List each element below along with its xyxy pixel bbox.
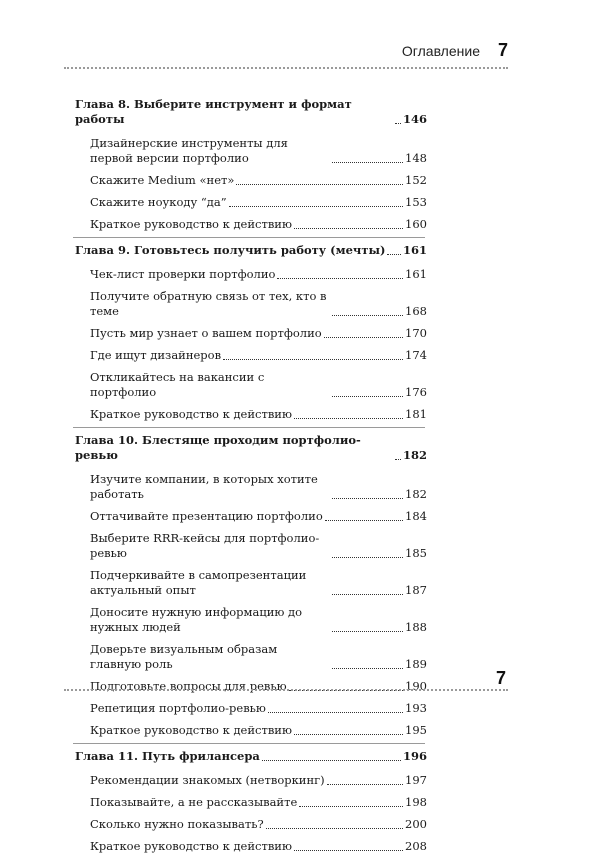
- running-head-title: Оглавление: [401, 43, 480, 59]
- toc-entry-page: 168: [405, 304, 427, 318]
- toc-entry-page: 193: [405, 701, 427, 715]
- toc-entry-page: 197: [405, 773, 427, 787]
- toc-entry: [75, 370, 427, 400]
- dot-leader: [332, 315, 403, 316]
- dot-leader: [294, 850, 403, 851]
- toc-entry-page: 153: [405, 195, 427, 209]
- toc-entry: [75, 289, 427, 319]
- toc-entry: [75, 605, 427, 635]
- toc-chapter-heading-title: Глава 10. Блестяще проходим портфолио-ревью: [75, 433, 361, 462]
- toc-entry-page: 170: [405, 326, 427, 340]
- toc-entry-page: 187: [405, 583, 427, 597]
- toc-chapter: [75, 433, 427, 738]
- toc-chapter-heading: [75, 243, 427, 258]
- toc-entry: [75, 136, 427, 166]
- dot-leader: [332, 631, 403, 632]
- dot-leader: [262, 760, 401, 761]
- bottom-divider: [64, 689, 508, 691]
- toc-chapter: [75, 97, 427, 232]
- toc-chapter-heading-page: 146: [402, 112, 427, 126]
- toc-entry: [75, 217, 427, 232]
- dot-leader: [387, 254, 401, 255]
- dot-leader: [294, 734, 403, 735]
- toc-entry-page: 148: [405, 151, 427, 165]
- toc-chapter: [75, 243, 427, 422]
- toc-entry: [75, 407, 427, 422]
- toc-entry-page: 200: [405, 817, 427, 831]
- toc-chapter-heading-page: 182: [402, 448, 427, 462]
- running-head-page-number: 7: [497, 40, 508, 60]
- dot-leader: [268, 712, 403, 713]
- table-of-contents: [75, 97, 427, 861]
- dot-leader: [332, 557, 403, 558]
- toc-entry: [75, 195, 427, 210]
- toc-entry: [75, 795, 427, 810]
- toc-entry-page: 188: [405, 620, 427, 634]
- toc-chapter-heading-title: Глава 8. Выберите инструмент и формат работы: [75, 97, 352, 126]
- toc-entry-title: Рекомендации знакомых (нетворкинг): [90, 773, 325, 787]
- dot-leader: [294, 418, 403, 419]
- dot-leader: [327, 784, 403, 785]
- top-divider: [64, 67, 508, 69]
- toc-entry: [75, 348, 427, 363]
- toc-entry-title: Краткое руководство к действию: [90, 407, 292, 421]
- toc-entry-title: Скажите Medium «нет»: [90, 173, 235, 187]
- toc-entry: [75, 531, 427, 561]
- toc-entry-title: Выберите RRR-кейсы для портфолио-ревью: [90, 531, 320, 560]
- toc-entry-page: 198: [405, 795, 427, 809]
- toc-entry-title: Где ищут дизайнеров: [90, 348, 222, 362]
- toc-entry-title: Пусть мир узнает о вашем портфолио: [90, 326, 322, 340]
- toc-entry: [75, 817, 427, 832]
- toc-entry-title: Дизайнерские инструменты для первой версии портфолио: [90, 136, 288, 165]
- toc-entry-page: 189: [405, 657, 427, 671]
- toc-entry-page: 152: [405, 173, 427, 187]
- toc-chapter-heading-title: Глава 9. Готовьтесь получить работу (мечты): [75, 243, 386, 257]
- dot-leader: [395, 459, 401, 460]
- toc-entry-page: 195: [405, 723, 427, 737]
- toc-chapter: [75, 749, 427, 854]
- dot-leader: [332, 498, 403, 499]
- toc-chapter-heading: [75, 749, 427, 764]
- running-head: [402, 40, 508, 61]
- toc-entry: [75, 568, 427, 598]
- toc-entry-page: 160: [405, 217, 427, 231]
- toc-entry-page: 176: [405, 385, 427, 399]
- dot-leader: [332, 668, 403, 669]
- footer-page-number: 7: [495, 668, 506, 688]
- toc-entry-page: 161: [405, 267, 427, 281]
- dot-leader: [332, 162, 403, 163]
- toc-entry-page: 185: [405, 546, 427, 560]
- toc-chapter-heading-page: 196: [402, 749, 427, 763]
- toc-entry-page: 208: [405, 839, 427, 853]
- toc-entry-title: Подготовьте вопросы для ревью: [90, 679, 287, 693]
- toc-entry-title: Доверьте визуальным образам главную роль: [90, 642, 278, 671]
- dot-leader: [332, 396, 403, 397]
- toc-entry-title: Чек-лист проверки портфолио: [90, 267, 276, 281]
- dot-leader: [332, 594, 403, 595]
- toc-entry: [75, 679, 427, 694]
- toc-entry: [75, 701, 427, 716]
- toc-chapter-heading: [75, 97, 427, 127]
- dot-leader: [324, 337, 403, 338]
- dot-leader: [236, 184, 403, 185]
- dot-leader: [294, 228, 403, 229]
- toc-entry-title: Доносите нужную информацию до нужных людей: [90, 605, 303, 634]
- toc-entry-page: 190: [405, 679, 427, 693]
- toc-entry-title: Краткое руководство к действию: [90, 839, 292, 853]
- toc-entry-page: 174: [405, 348, 427, 362]
- toc-entry-title: Изучите компании, в которых хотите работать: [90, 472, 318, 501]
- toc-entry-page: 182: [405, 487, 427, 501]
- toc-entry-title: Сколько нужно показывать?: [90, 817, 264, 831]
- dot-leader: [395, 123, 401, 124]
- dot-leader: [299, 806, 403, 807]
- toc-entry-title: Оттачивайте презентацию портфолио: [90, 509, 323, 523]
- dot-leader: [229, 206, 403, 207]
- dot-leader: [266, 828, 403, 829]
- dot-leader: [277, 278, 403, 279]
- toc-entry: [75, 509, 427, 524]
- toc-entry-title: Показывайте, а не рассказывайте: [90, 795, 298, 809]
- toc-chapter-heading-title: Глава 11. Путь фрилансера: [75, 749, 260, 763]
- toc-entry-title: Скажите ноукоду “да”: [90, 195, 227, 209]
- toc-entry: [75, 773, 427, 788]
- toc-entry-title: Репетиция портфолио-ревью: [90, 701, 266, 715]
- toc-entry-title: Подчеркивайте в самопрезентации актуальный опыт: [90, 568, 307, 597]
- dot-leader: [223, 359, 403, 360]
- toc-entry: [75, 723, 427, 738]
- toc-entry: [75, 267, 427, 282]
- toc-entry-title: Краткое руководство к действию: [90, 723, 292, 737]
- toc-entry: [75, 642, 427, 672]
- toc-entry-page: 181: [405, 407, 427, 421]
- toc-entry: [75, 839, 427, 854]
- toc-entry-title: Откликайтесь на вакансии с портфолио: [90, 370, 265, 399]
- toc-entry-page: 184: [405, 509, 427, 523]
- toc-entry: [75, 173, 427, 188]
- toc-entry-title: Краткое руководство к действию: [90, 217, 292, 231]
- toc-entry: [75, 472, 427, 502]
- toc-entry: [75, 326, 427, 341]
- toc-entry-title: Получите обратную связь от тех, кто в теме: [90, 289, 327, 318]
- dot-leader: [325, 520, 403, 521]
- toc-chapter-heading: [75, 433, 427, 463]
- toc-chapter-heading-page: 161: [402, 243, 427, 257]
